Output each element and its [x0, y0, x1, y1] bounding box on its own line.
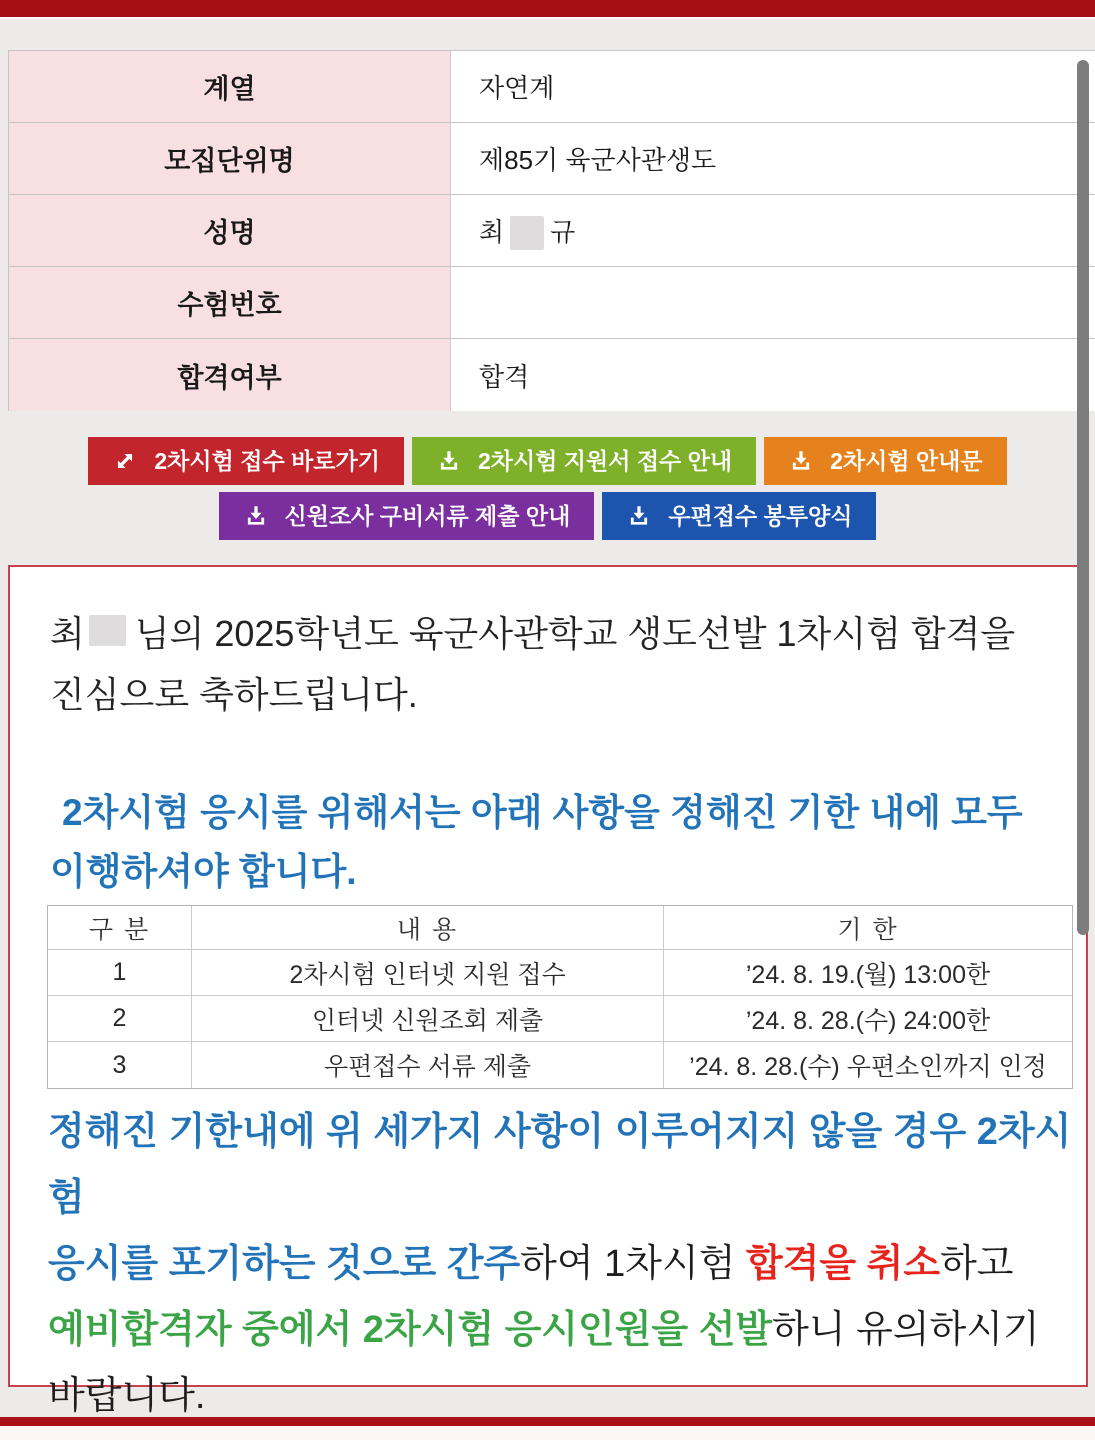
- requirements-heading: [50, 783, 1023, 901]
- cell-content: 2차시험 인터넷 지원 접수: [192, 950, 664, 995]
- redaction-blur: [89, 615, 126, 646]
- table-row-exam-number: [9, 267, 1095, 339]
- column-header: 구 분: [48, 906, 192, 949]
- bottom-strip: [0, 1426, 1095, 1440]
- schedule-row-2: [48, 996, 1072, 1042]
- button-label: 신원조사 구비서류 제출 안내: [284, 502, 571, 529]
- cell-deadline: ’24. 8. 28.(수) 24:00한: [745, 1006, 991, 1035]
- deadline-warning-text: [48, 1099, 1086, 1429]
- name-prefix: 최: [479, 217, 505, 247]
- greeting-name-prefix: 최: [50, 613, 85, 654]
- diagonal-arrows-icon: [112, 448, 138, 474]
- warning-line-1: 정해진 기한내에 위 세가지 사항이 이루어지지 않을 경우 2차시험: [48, 1111, 1072, 1219]
- cell-deadline: ’24. 8. 28.(수) 우편소인까지 인정: [689, 1053, 1047, 1081]
- download-icon: [243, 503, 269, 529]
- greeting-line-1-rest: 님의 2025학년도 육군사관학교 생도선발 1차시험 합격을: [134, 613, 1016, 654]
- button-row-2: [0, 492, 1095, 540]
- congratulation-text: [50, 603, 1015, 725]
- scrollbar-thumb[interactable]: [1077, 60, 1089, 935]
- row-value: [451, 195, 1095, 266]
- warning-line-2: 응시를 포기하는 것으로 간주하여 1차시험 합격을 취소하고: [48, 1243, 1014, 1285]
- cell-number: 1: [48, 950, 192, 995]
- mail-envelope-form-button[interactable]: [602, 492, 876, 540]
- applicant-info-table: [8, 50, 1095, 411]
- cell-content: 우편접수 서류 제출: [192, 1042, 664, 1088]
- top-red-bar: [0, 0, 1095, 19]
- button-label: 2차시험 접수 바로가기: [154, 447, 380, 474]
- schedule-header-row: [48, 906, 1072, 950]
- secondary-exam-apply-button[interactable]: [88, 437, 404, 485]
- redaction-blur: [510, 216, 544, 250]
- row-value: 제85기 육군사관생도: [451, 123, 1095, 194]
- button-label: 2차시험 지원서 접수 안내: [477, 447, 733, 474]
- table-row-pass-status: [9, 339, 1095, 411]
- requirements-heading-line-2: 이행하셔야 합니다.: [50, 851, 357, 892]
- download-icon: [788, 448, 814, 474]
- row-label: 합격여부: [9, 339, 451, 411]
- row-value: [451, 267, 1095, 338]
- name-suffix: 규: [550, 217, 576, 247]
- secondary-exam-notice-button[interactable]: [764, 437, 1007, 485]
- secondary-exam-application-guide-button[interactable]: [412, 437, 756, 485]
- greeting-line-2: 진심으로 축하드립니다.: [50, 674, 418, 715]
- button-row-1: [0, 437, 1095, 485]
- greeting-line-1: [50, 603, 1015, 664]
- table-row-category: [9, 51, 1095, 123]
- button-label: 우편접수 봉투양식: [668, 502, 853, 529]
- background-check-documents-button[interactable]: [219, 492, 595, 540]
- row-label: 모집단위명: [9, 123, 451, 194]
- bottom-red-divider: [0, 1417, 1095, 1426]
- cell-number: 2: [48, 996, 192, 1041]
- schedule-row-3: [48, 1042, 1072, 1088]
- row-label: 계열: [9, 51, 451, 122]
- cell-number: 3: [48, 1042, 192, 1088]
- row-label: 수험번호: [9, 267, 451, 338]
- schedule-table: [47, 905, 1073, 1089]
- cell-deadline: ’24. 8. 19.(월) 13:00한: [745, 960, 991, 989]
- requirements-heading-line-1: 2차시험 응시를 위해서는 아래 사항을 정해진 기한 내에 모두: [62, 792, 1023, 833]
- warning-line-4: 바랍니다.: [48, 1375, 206, 1417]
- table-row-name: [9, 195, 1095, 267]
- warning-line-3: 예비합격자 중에서 2차시험 응시인원을 선발하니 유의하시기: [48, 1309, 1040, 1351]
- row-label: 성명: [9, 195, 451, 266]
- schedule-row-1: [48, 950, 1072, 996]
- download-icon: [436, 448, 462, 474]
- column-header: 기 한: [837, 915, 899, 944]
- cell-content: 인터넷 신원조회 제출: [192, 996, 664, 1041]
- notice-box: [8, 565, 1088, 1417]
- row-value: 자연계: [451, 51, 1095, 122]
- column-header: 내 용: [192, 906, 664, 949]
- row-value: 합격: [451, 339, 1095, 411]
- button-label: 2차시험 안내문: [830, 447, 983, 474]
- table-row-unit: [9, 123, 1095, 195]
- download-icon: [626, 503, 652, 529]
